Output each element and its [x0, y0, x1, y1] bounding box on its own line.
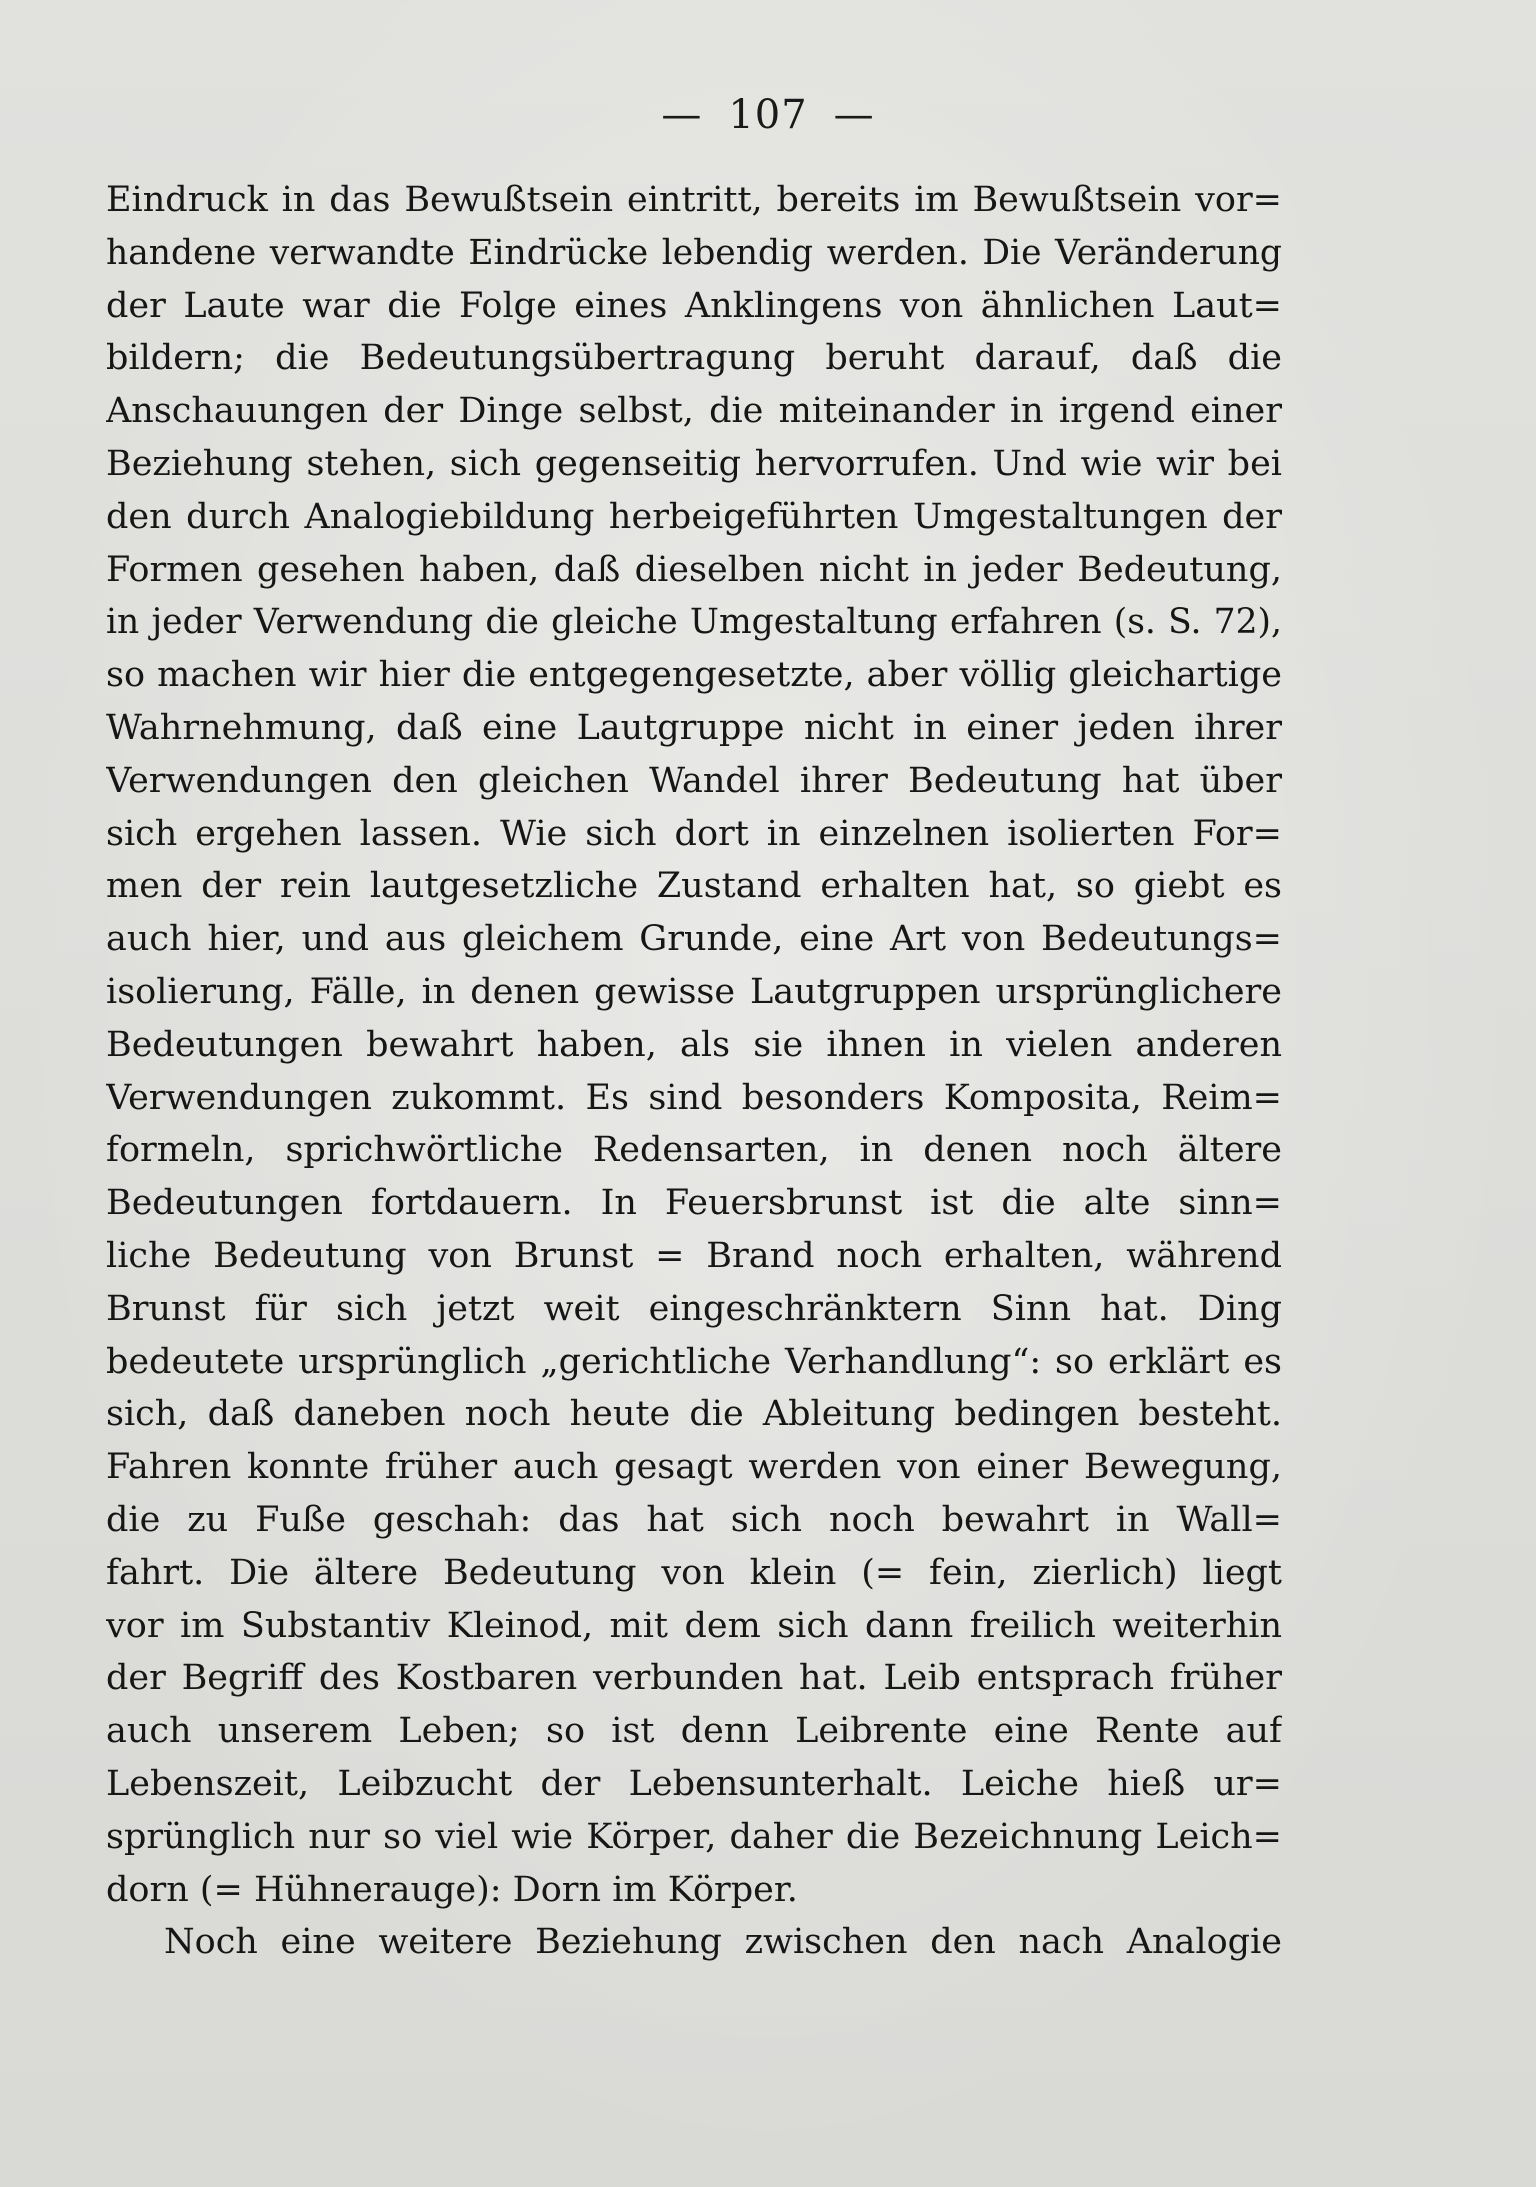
- text-line: liche Bedeutung von Brunst = Brand noch erhalten, während: [106, 1235, 1282, 1276]
- text-line: sich ergehen lassen. Wie sich dort in einzelnen isolierten For=: [106, 813, 1282, 854]
- text-line: vor im Substantiv Kleinod, mit dem sich dann freilich weiterhin: [106, 1605, 1282, 1646]
- text-line: auch hier, und aus gleichem Grunde, eine Art von Bedeutungs=: [106, 919, 1282, 960]
- text-line: sprünglich nur so viel wie Körper, daher die Bezeichnung Leich=: [106, 1816, 1282, 1857]
- text-line: Brunst für sich jetzt weit eingeschränktern Sinn hat. Ding: [106, 1288, 1282, 1329]
- page-header: [0, 92, 1536, 138]
- text-line: so machen wir hier die entgegengesetzte, aber völlig gleichartige: [106, 655, 1282, 696]
- text-line: Verwendungen den gleichen Wandel ihrer Bedeutung hat über: [106, 760, 1282, 801]
- text-line: der Begriff des Kostbaren verbunden hat. Leib entsprach früher: [106, 1658, 1282, 1699]
- text-line: Beziehung stehen, sich gegenseitig hervorrufen. Und wie wir bei: [106, 443, 1282, 484]
- text-line: Verwendungen zukommt. Es sind besonders Komposita, Reim=: [106, 1077, 1282, 1118]
- text-line: Wahrnehmung, daß eine Lautgruppe nicht in einer jeden ihrer: [106, 707, 1282, 748]
- text-line: Fahren konnte früher auch gesagt werden von einer Bewegung,: [106, 1447, 1282, 1488]
- text-line: auch unserem Leben; so ist denn Leibrente eine Rente auf: [106, 1711, 1282, 1752]
- text-line: den durch Analogiebildung herbeigeführten Umgestaltungen der: [106, 496, 1282, 537]
- text-line: handene verwandte Eindrücke lebendig werden. Die Veränderung: [106, 232, 1282, 273]
- text-line: bildern; die Bedeutungsübertragung beruht darauf, daß die: [106, 338, 1282, 379]
- text-line: der Laute war die Folge eines Anklingens von ähnlichen Laut=: [106, 285, 1282, 326]
- text-line: Eindruck in das Bewußtsein eintritt, bereits im Bewußtsein vor=: [106, 180, 1282, 220]
- text-line: Bedeutungen fortdauern. In Feuersbrunst ist die alte sinn=: [106, 1183, 1282, 1224]
- text-line: in jeder Verwendung die gleiche Umgestaltung erfahren (s. S. 72),: [106, 602, 1282, 643]
- page-number: 107: [728, 92, 808, 138]
- text-line: fahrt. Die ältere Bedeutung von klein (= fein, zierlich) liegt: [106, 1552, 1282, 1593]
- text-line: bedeutete ursprünglich „gerichtliche Verhandlung“: so erklärt es: [106, 1341, 1282, 1382]
- text-line: Bedeutungen bewahrt haben, als sie ihnen in vielen anderen: [106, 1024, 1282, 1065]
- header-dash-left: —: [661, 92, 703, 138]
- body-text: [106, 174, 1282, 1969]
- text-line: Anschauungen der Dinge selbst, die miteinander in irgend einer: [106, 391, 1282, 432]
- text-line: formeln, sprichwörtliche Redensarten, in denen noch ältere: [106, 1130, 1282, 1171]
- text-line: men der rein lautgesetzliche Zustand erhalten hat, so giebt es: [106, 866, 1282, 907]
- text-line-paragraph-end: dorn (= Hühnerauge): Dorn im Körper.: [106, 1869, 798, 1910]
- text-line: Formen gesehen haben, daß dieselben nicht in jeder Bedeutung,: [106, 549, 1282, 590]
- text-line: die zu Fuße geschah: das hat sich noch bewahrt in Wall=: [106, 1499, 1282, 1540]
- header-dash-right: —: [833, 92, 875, 138]
- text-line: isolierung, Fälle, in denen gewisse Lautgruppen ursprünglichere: [106, 971, 1282, 1012]
- text-line: Lebenszeit, Leibzucht der Lebensunterhalt. Leiche hieß ur=: [106, 1763, 1282, 1804]
- text-line-paragraph-start: Noch eine weitere Beziehung zwischen den nach Analogie: [164, 1922, 1282, 1963]
- text-line: sich, daß daneben noch heute die Ableitung bedingen besteht.: [106, 1394, 1282, 1435]
